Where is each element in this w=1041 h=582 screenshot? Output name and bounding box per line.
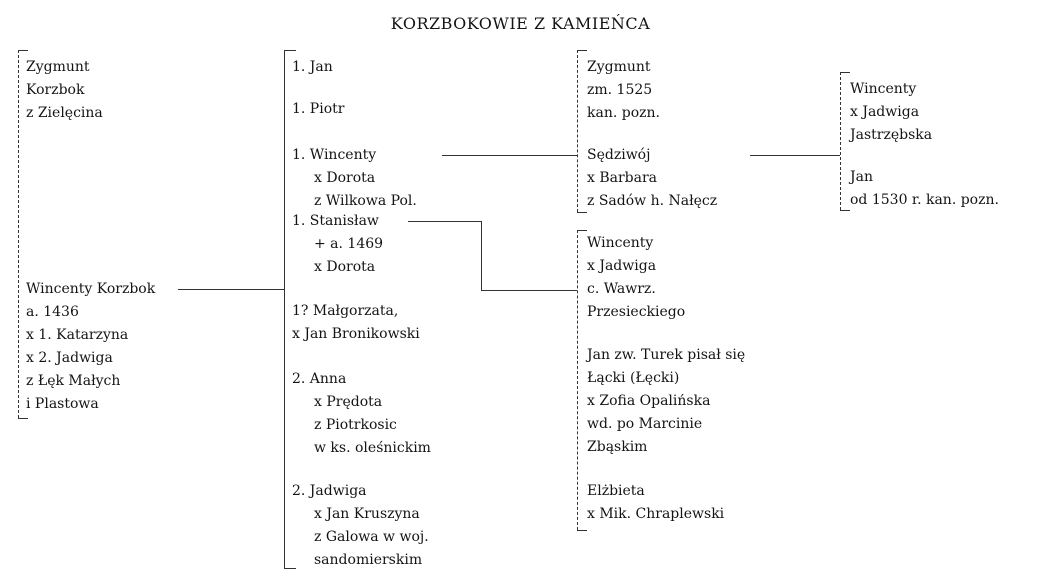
text-line: x Dorota [314,259,376,275]
person-wincenty-korzbok [26,278,155,416]
text-line: zm. 1525 [587,82,653,98]
connector-stanislaw-vertical [481,221,482,290]
col1-bracket-top-tick [18,50,28,51]
col3a-bracket-top-tick [577,50,587,51]
text-line: x Jadwiga [850,104,920,120]
text-line: 1. Jan [292,59,333,75]
person-wincenty-przesiecki [587,232,685,324]
text-line: Sędziwój [587,147,651,163]
col1-bracket [18,50,19,418]
text-line: Wincenty [587,235,654,251]
col3a-bracket-bottom-tick [577,212,587,213]
text-line: x Dorota [314,170,376,186]
col3b-bracket-top-tick [577,230,587,231]
text-line: Zbąskim [587,439,648,455]
col3b-bracket [577,230,578,530]
text-line: x 2. Jadwiga [26,350,113,366]
col4-bracket-bottom-tick [840,210,850,211]
text-line: Jan [850,169,873,185]
text-line: x Zofia Opalińska [587,393,711,409]
text-line: i Plastowa [26,396,99,412]
col2-bracket [284,50,285,568]
page-title: KORZBOKOWIE Z KAMIEŃCA [390,14,651,33]
child-piotr [292,98,344,121]
text-line: Jan zw. Turek pisał się [587,347,746,363]
text-line: Wincenty [850,81,917,97]
connector-wincenty-to-sons [442,155,577,156]
connector-stanislaw-branch [408,221,482,222]
text-line: Zygmunt [26,59,90,75]
text-line: Elżbieta [587,483,645,499]
person-elzbieta [587,480,724,526]
child-stanislaw [292,210,383,279]
connector-stanislaw-to-children [481,290,577,291]
person-zygmunt-korzbok [26,56,103,125]
text-line: x Jan Bronikowski [292,326,420,342]
child-anna [292,368,431,460]
text-line: kan. pozn. [587,105,660,121]
col2-bracket-top-tick [284,50,296,51]
text-line: z Sadów h. Nałęcz [587,193,718,209]
col3b-bracket-bottom-tick [577,530,587,531]
col3a-bracket [577,50,578,212]
person-zygmunt-kan [587,56,660,125]
person-sedziwoj [587,144,717,213]
text-line: z Wilkowa Pol. [314,193,417,209]
text-line: 2. Anna [292,371,347,387]
text-line: z Galowa w woj. [314,529,429,545]
text-line: Łącki (Łęcki) [587,370,680,386]
text-line: z Łęk Małych [26,373,121,389]
text-line: + a. 1469 [314,236,384,252]
text-line: 1. Piotr [292,101,345,117]
child-malgorzata [292,300,420,346]
text-line: od 1530 r. kan. pozn. [850,192,999,208]
text-line: 1? Małgorzata, [292,303,399,319]
text-line: Korzbok [26,82,85,98]
text-line: Jastrzębska [850,127,933,143]
text-line: wd. po Marcinie [587,416,703,432]
col4-bracket [840,72,841,210]
connector-sedziwoj-to-children [750,155,840,156]
text-line: x Mik. Chraplewski [587,506,725,522]
person-jan-turek [587,344,745,459]
text-line: x Jadwiga [587,258,657,274]
col1-bracket-bottom-tick [18,418,28,419]
person-wincenty-jastrzebska [850,78,932,147]
text-line: Przesieckiego [587,304,686,320]
text-line: z Zielęcina [26,105,103,121]
col4-bracket-top-tick [840,72,850,73]
text-line: 2. Jadwiga [292,483,367,499]
text-line: 1. Stanisław [292,213,379,229]
child-jadwiga [292,480,429,572]
text-line: Zygmunt [587,59,651,75]
text-line: Wincenty Korzbok [26,281,156,297]
text-line: x Barbara [587,170,658,186]
child-wincenty [292,144,417,213]
text-line: x Prędota [314,394,383,410]
text-line: sandomierskim [314,552,423,568]
connector-wincenty-to-children [178,289,284,290]
text-line: z Piotrkosic [314,417,397,433]
person-jan-kanonik [850,166,999,212]
text-line: w ks. oleśnickim [314,440,431,456]
text-line: x Jan Kruszyna [314,506,420,522]
text-line: x 1. Katarzyna [26,327,129,343]
text-line: a. 1436 [26,304,79,320]
child-jan [292,56,333,79]
text-line: c. Wawrz. [587,281,656,297]
text-line: 1. Wincenty [292,147,377,163]
